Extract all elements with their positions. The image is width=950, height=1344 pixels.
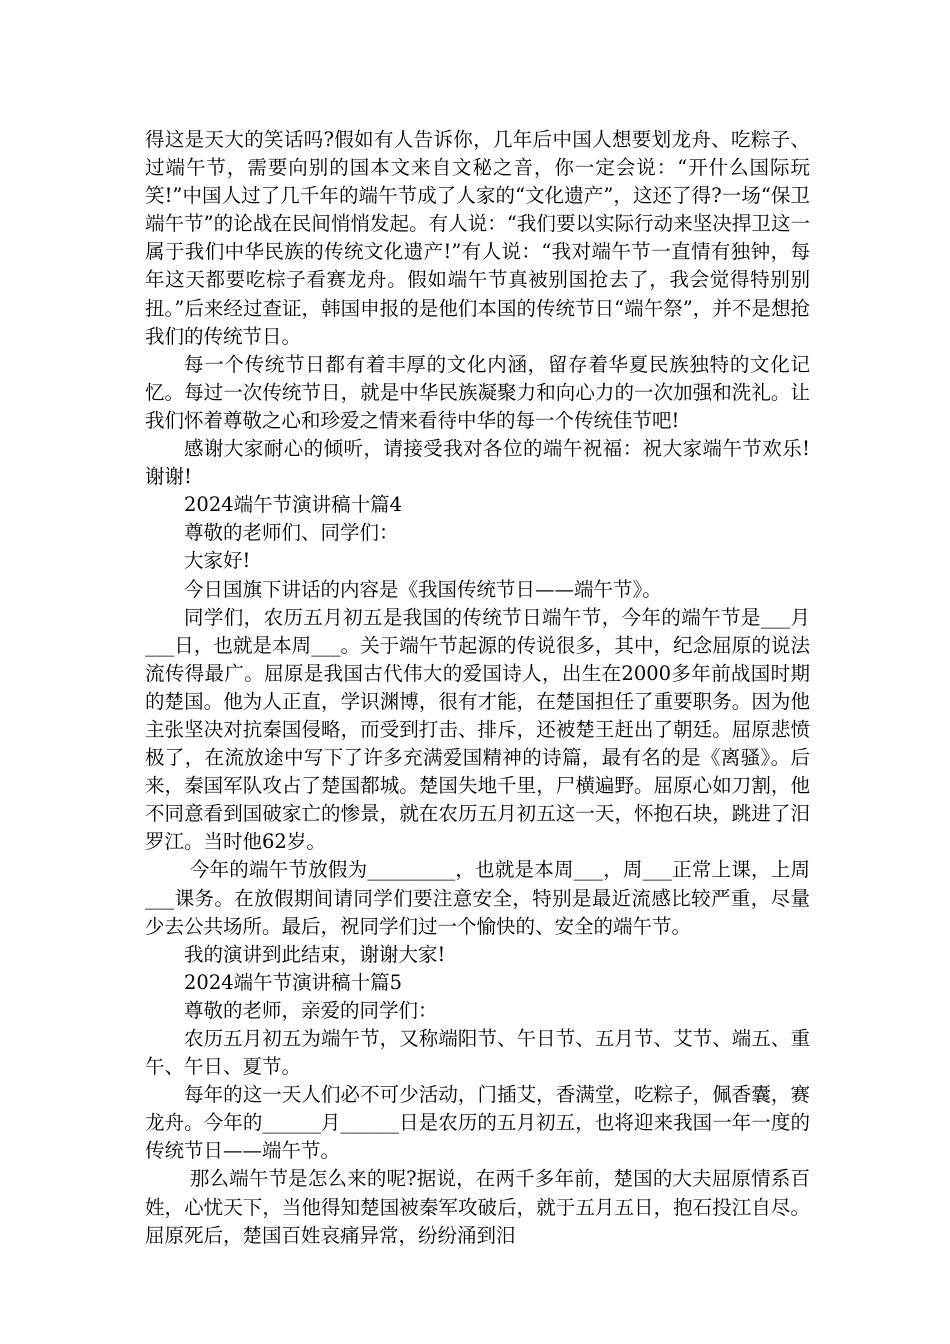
paragraph-origin: 那么端午节是怎么来的呢?据说，在两千多年前，楚国的大夫屈原情系百姓，心忧天下，当他得知楚国被秦军攻破后，就于五月五日，抱石投江自尽。屈原死后，楚国百姓哀痛异常，纷纷涌到汨: [145, 1167, 810, 1247]
paragraph-quyuan: 同学们，农历五月初五是我国的传统节日端午节，今年的端午节是___月___日，也就是本周___。关于端午节起源的传说很多，其中，纪念屈原的说法流传得最广。屈原是我国古代伟大的爱国诗人，出生在2000多年前战国时期的楚国。他为人正直，学识渊博，很有才能，在楚国担任了重要职务。因为他主张坚决对抗秦国侵略，而受到打击、排斥，还被楚王赶出了朝廷。屈原悲愤极了，在流放途中写下了许多充满爱国精神的诗篇，最有名的是《离骚》。后来，秦国军队攻占了楚国都城。楚国失地千里，尸横遍野。屈原心如刀割，他不同意看到国破家亡的惨景，就在农历五月初五这一天，怀抱石块，跳进了汨罗江。当时他62岁。: [145, 605, 810, 854]
paragraph-3: 感谢大家耐心的倾听，请接受我对各位的端午祝福：祝大家端午节欢乐!谢谢!: [145, 437, 810, 489]
section-heading-4: 2024端午节演讲稿十篇4: [184, 493, 403, 517]
paragraph-customs: 每年的这一天人们必不可少活动，门插艾，香满堂，吃粽子，佩香囊，赛龙舟。今年的______月______日是农历的五月初五，也将迎来我国一年一度的传统节日——端午节。: [145, 1083, 810, 1163]
paragraph-1: 得这是天大的笑话吗?假如有人告诉你，几年后中国人想要划龙舟、吃粽子、过端午节，需要向别的国本文来自文秘之音，你一定会说：“开什么国际玩笑!”中国人过了几千年的端午节成了人家的“文化遗产”，这还了得?一场“保卫端午节”的论战在民间悄悄发起。有人说：“我们要以实际行动来坚决捍卫这一属于我们中华民族的传统文化遗产!”有人说：“我对端午节一直情有独钟，每年这天都要吃棕子看赛龙舟。假如端午节真被别国抢去了，我会觉得特别别扭。”后来经过查证，韩国申报的是他们本国的传统节日“端午祭”，并不是想抢我们的传统节日。: [145, 128, 810, 348]
paragraph-2: 每一个传统节日都有着丰厚的文化内涵，留存着华夏民族独特的文化记忆。每过一次传统节日，就是中华民族凝聚力和向心力的一次加强和洗礼。让我们怀着尊敬之心和珍爱之情来看待中华的每一个传统佳节吧!: [145, 352, 810, 432]
salutation-5: 尊敬的老师，亲爱的同学们：: [184, 998, 438, 1022]
paragraph-holiday-notice: 今年的端午节放假为_________，也就是本周___，周___正常上课，上周___课务。在放假期间请同学们要注意安全，特别是最近流感比较严重，尽量少去公共场所。最后，祝同学们过一个愉快的、安全的端午节。: [145, 858, 810, 938]
document-body: [145, 126, 810, 1250]
greeting-4: 大家好!: [184, 549, 251, 573]
paragraph-closing: 我的演讲到此结束，谢谢大家!: [184, 942, 446, 966]
paragraph-names: 农历五月初五为端午节，又称端阳节、午日节、五月节、艾节、端五、重午、午日、夏节。: [145, 1027, 810, 1079]
section-heading-5: 2024端午节演讲稿十篇5: [184, 970, 403, 994]
paragraph-topic: 今日国旗下讲话的内容是《我国传统节日——端午节》。: [184, 577, 662, 601]
salutation-4: 尊敬的老师们、同学们：: [184, 521, 399, 545]
